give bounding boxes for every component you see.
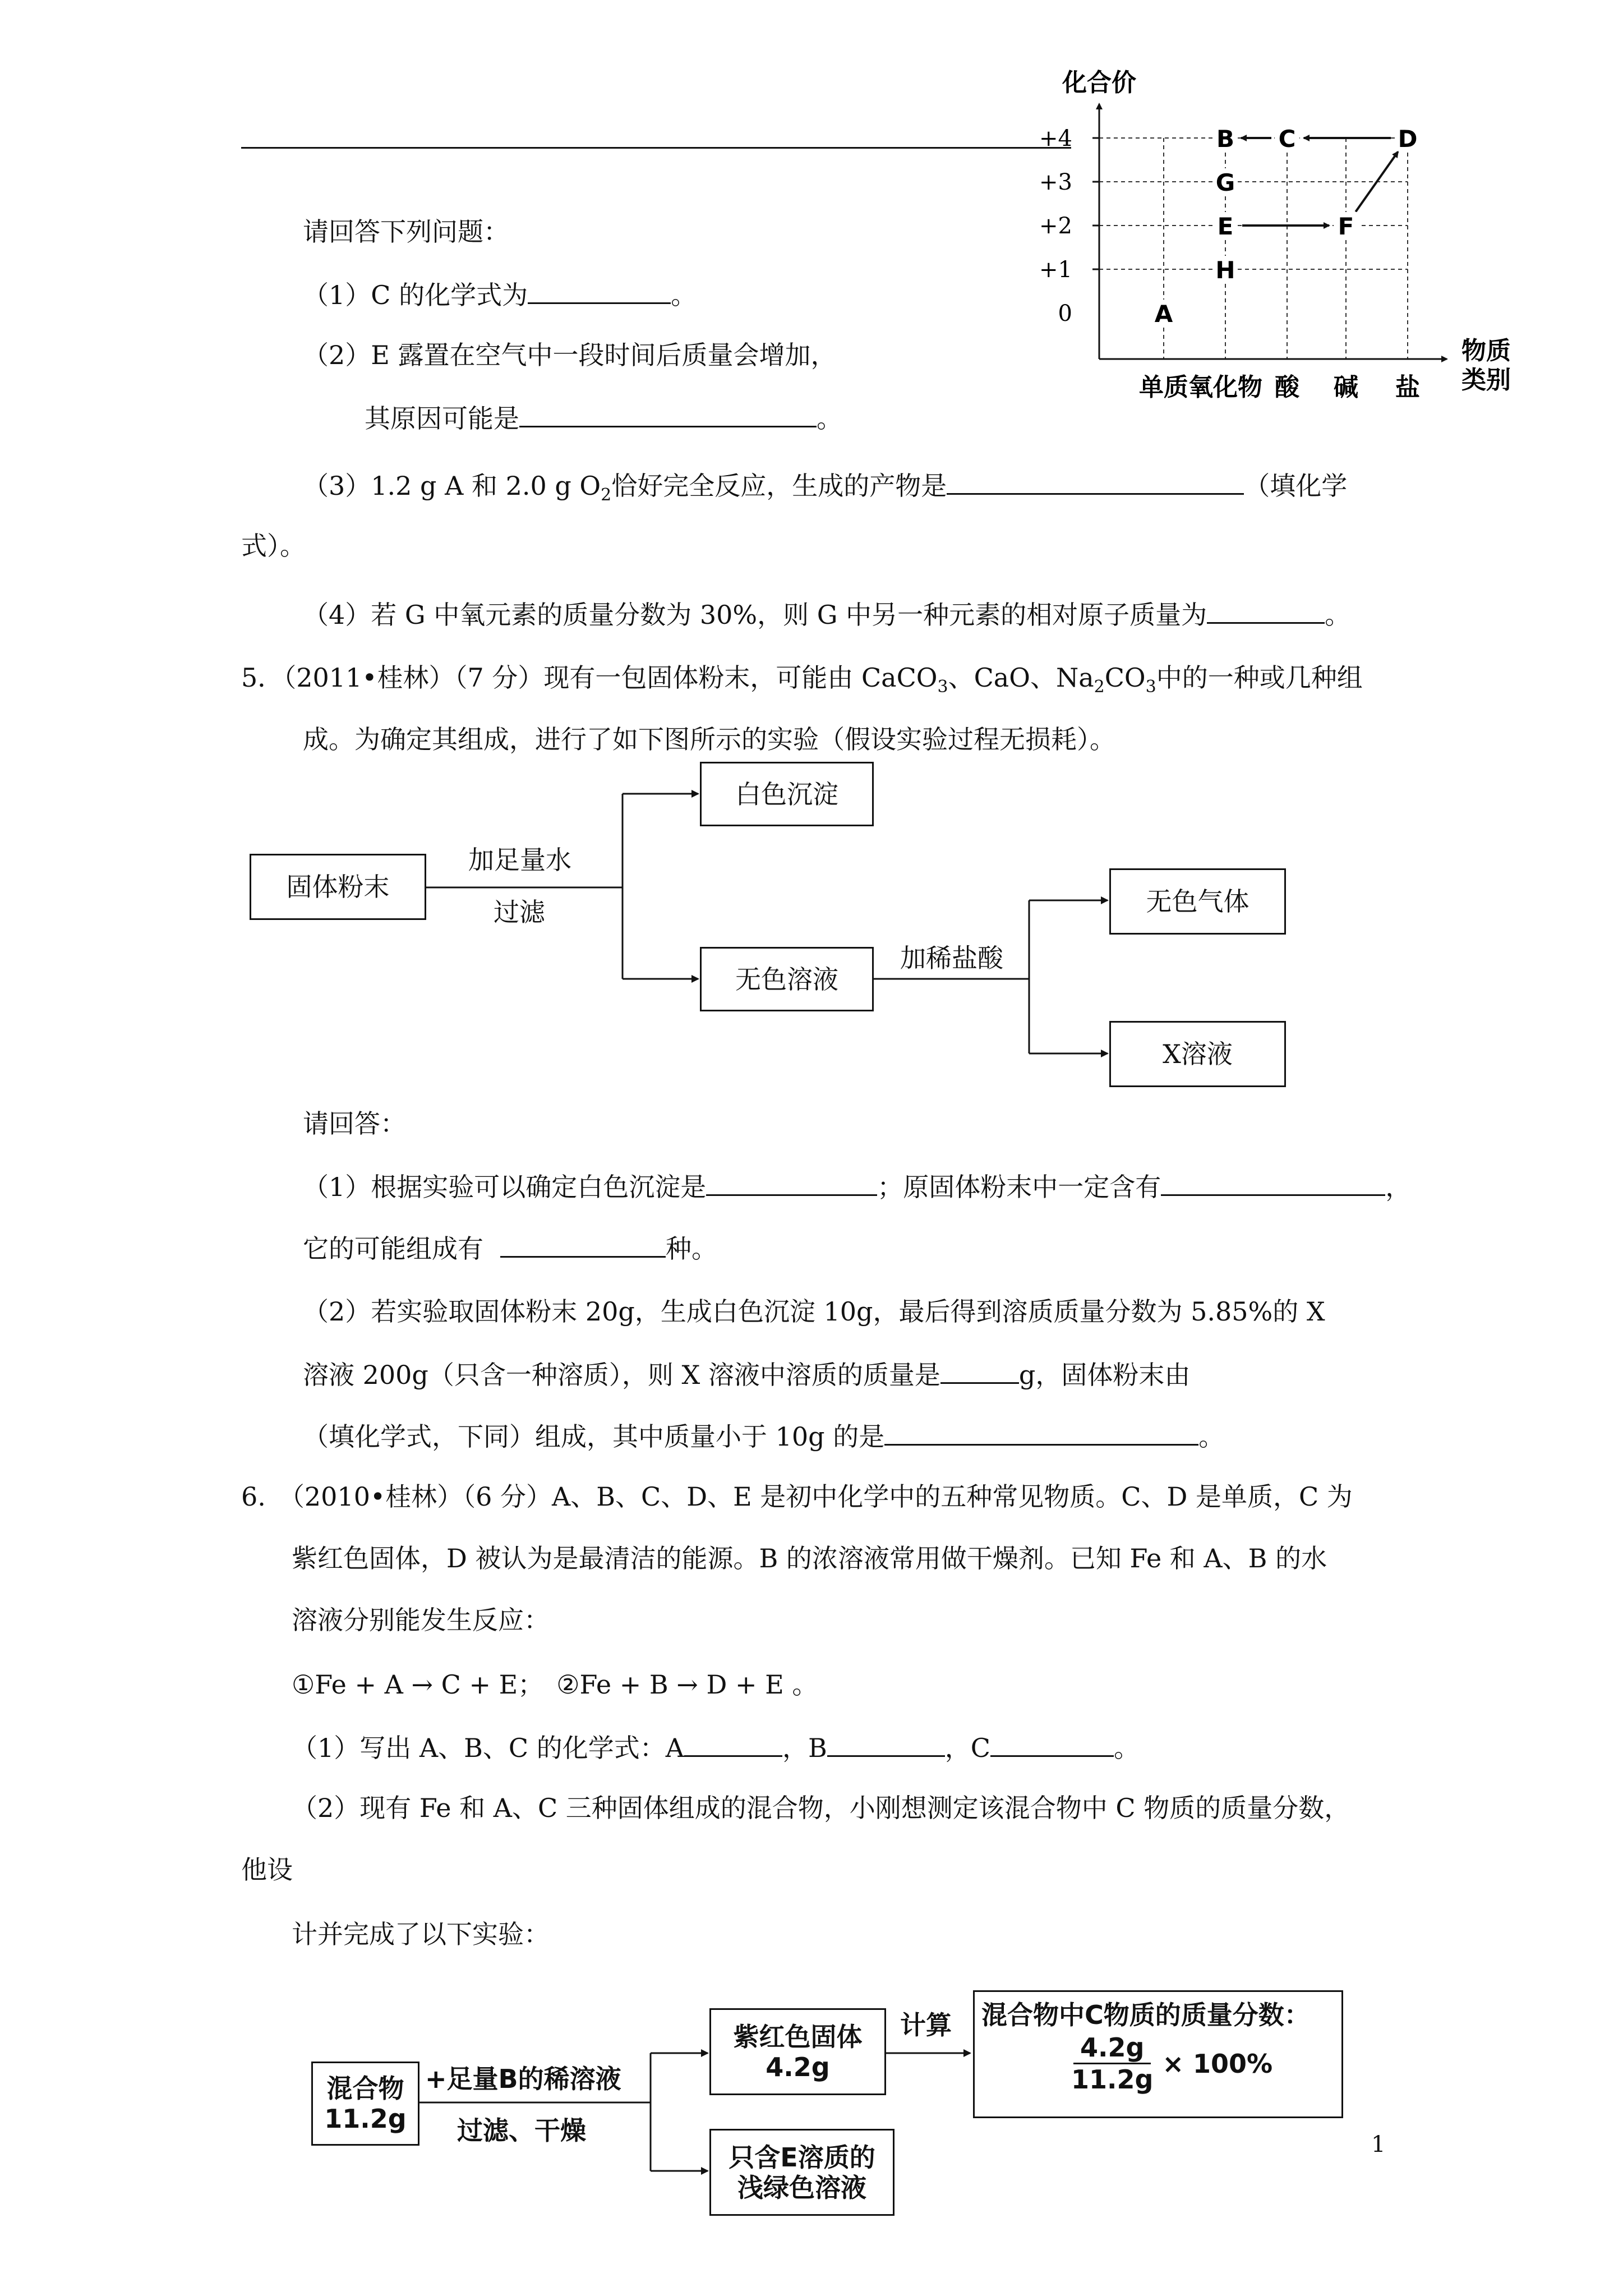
flow-x-solution: X溶液 [1109,1021,1286,1087]
chart-point-E: E [1217,213,1234,240]
result-fraction: $\frac{4.2g}{11.2g}$ [1071,2032,1154,2095]
q5-part2-b: 溶液 200g（只含一种溶质），则 X 溶液中溶质的质量是 g，固体粉末由 [303,1358,1190,1391]
q5-answer-intro: 请回答： [303,1108,406,1139]
q4-part2-b: 其原因可能是 。 [365,401,842,434]
q6-part2-c: 计并完成了以下实验： [292,1919,550,1949]
q4-part2-a: （2）E 露置在空气中一段时间后质量会增加， [303,340,837,370]
page-number: 1 [1371,2132,1386,2157]
y-tick-label: 0 [1058,301,1072,326]
chart-ylabel: 化合价 [1062,68,1136,97]
chart-xlabel-2: 类别 [1461,366,1511,394]
q6-line-3: 溶液分别能发生反应： [292,1605,550,1635]
q5-head-2: 成。为确定其组成，进行了如下图所示的实验（假设实验过程无损耗）。 [303,724,1115,754]
q5-part1: （1）根据实验可以确定白色沉淀是 ；原固体粉末中一定含有 ， [303,1170,1411,1203]
chart-xlabel-1: 物质 [1461,337,1511,365]
q5-part2-c: （填化学式，下同）组成，其中质量小于 10g 的是 。 [303,1419,1224,1452]
y-tick-label: +3 [1039,169,1072,195]
flow-calc: 计算 [900,2010,952,2040]
chart-point-H: H [1215,256,1235,284]
q6-part2-b: 他设 [241,1855,293,1885]
flow-add-hcl: 加稀盐酸 [900,943,1003,973]
x-tick-label: 碱 [1334,373,1358,402]
q4-part4: （4）若 G 中氧元素的质量分数为 30%，则 G 中另一种元素的相对原子质量为 。 [303,597,1350,631]
flow-filter-dry: 过滤、干燥 [457,2115,586,2146]
chart-point-D: D [1398,125,1418,153]
y-tick-label: +4 [1039,126,1072,151]
q5-part2-a: （2）若实验取固体粉末 20g，生成白色沉淀 10g，最后得到溶质质量分数为 5.85%的 X [303,1296,1325,1327]
flow-add-water: 加足量水 [468,845,571,875]
q6-part2: （2）现有 Fe 和 A、C 三种固体组成的混合物，小刚想测定该混合物中 C 物质的质量分数， [292,1793,1350,1823]
x-tick-label: 氧化物 [1188,373,1262,402]
result-title: 混合物中C物质的质量分数： [981,2000,1310,2030]
flow-colorless-solution: 无色溶液 [700,947,874,1011]
x-tick-label: 单质 [1139,373,1188,402]
flow-add-b: +足量B的稀溶液 [425,2064,621,2094]
flow-filter: 过滤 [494,897,545,927]
chart-point-C: C [1278,125,1296,153]
flow-white-precipitate: 白色沉淀 [700,762,874,826]
y-tick-label: +1 [1039,257,1072,283]
chart-point-F: F [1338,213,1354,240]
q-intro: 请回答下列问题： [303,217,509,247]
chart-point-B: B [1216,125,1235,153]
q6-line-2: 紫红色固体，D 被认为是最清洁的能源。B 的浓溶液常用做干燥剂。已知 Fe 和 A、B 的水 [292,1543,1327,1573]
chart-point-G: G [1215,169,1235,196]
chart-point-A: A [1154,300,1173,328]
q4-part3-cont: 式）。 [241,531,306,561]
y-tick-label: +2 [1039,213,1072,239]
q5-head: 5．（2011•桂林）（7 分）现有一包固体粉末，可能由 CaCO$_3$、CaO、$Na_2CO_3$中的一种或几种组 [241,662,1363,697]
flow-red-solid: 紫红色固体 4.2g [709,2008,886,2095]
x-tick-label: 酸 [1275,373,1299,402]
flow-solid-powder: 固体粉末 [250,854,426,920]
q4-part1: （1）C 的化学式为 。 [303,278,697,311]
q6-part1: （1）写出 A、B、C 的化学式：A ，B ，C 。 [292,1731,1140,1764]
q6-equations: ①Fe + A → C + E； ②Fe + B → D + E 。 [292,1669,818,1700]
q4-part3: （3）1.2 g A 和 2.0 g $O_2$恰好完全反应，生成的产物是 （填化学 [303,468,1347,511]
q5-part1-b: 它的可能组成有 种。 [303,1231,717,1264]
x-tick-label: 盐 [1395,373,1420,402]
q6-line-1: 6. （2010•桂林）（6 分）A、B、C、D、E 是初中化学中的五种常见物质。C、D 是单质，C 为 [241,1481,1353,1512]
flow-colorless-gas: 无色气体 [1109,868,1286,935]
flow-green-solution: 只含E溶质的 浅绿色溶液 [709,2129,895,2216]
flow-mixture: 混合物 11.2g [311,2062,419,2146]
flow-result: 混合物中C物质的质量分数： $\frac{4.2g}{11.2g}$ × 100% [973,1990,1343,2118]
